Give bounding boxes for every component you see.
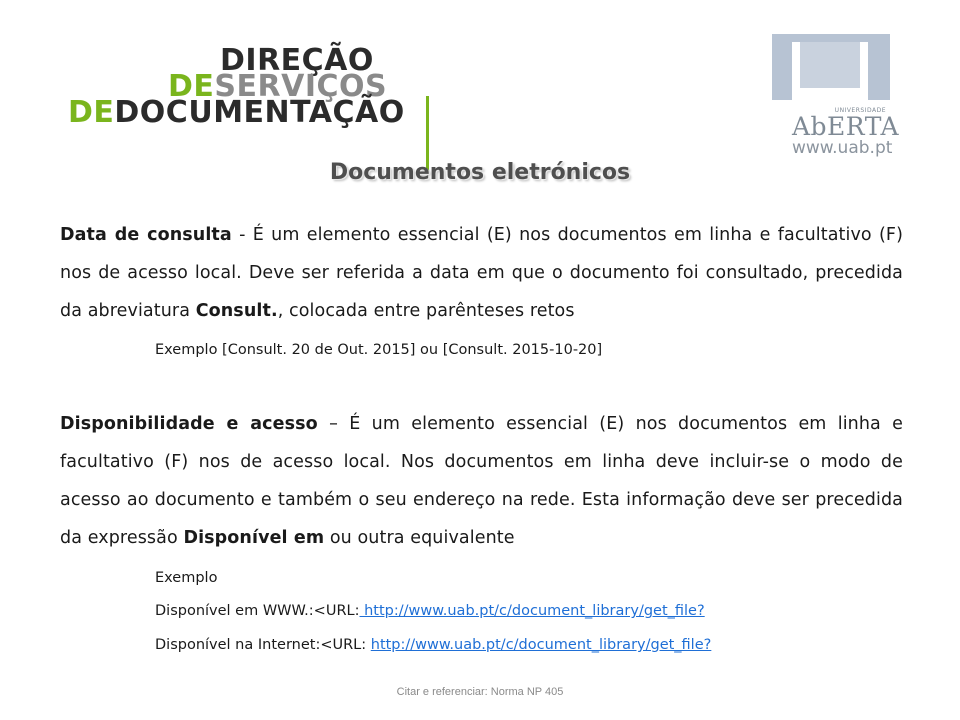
logo-line-2: DESERVIÇOS — [168, 69, 388, 104]
expr-disponivel-em: Disponível em — [183, 528, 325, 548]
example-consulta: Exemplo [Consult. 20 de Out. 2015] ou [Consult. 2015-10-20] — [155, 342, 603, 358]
uab-logo-name: AbERTA — [792, 112, 900, 141]
logo-line-3: DEDOCUMENTAÇÃO — [68, 95, 405, 130]
example-label: Exemplo — [155, 570, 218, 586]
abbrev-consult: Consult. — [195, 301, 278, 321]
paragraph-disponibilidade: Disponibilidade e acesso – É um elemento essencial (E) nos documentos em linha e facultativo (F) nos de acesso local. Nos documentos em linha deve incluir-se o modo de acesso ao documento e também o seu endereço na rede. Esta informação deve ser precedida da expressão Disponível em ou outra equivalente — [60, 414, 904, 548]
logo-line-1: DIREÇÃO — [220, 43, 374, 78]
term-data-consulta: Data de consulta — [60, 225, 232, 245]
uab-link-1[interactable]: http://www.uab.pt/c/document_library/get_file? — [359, 603, 705, 619]
uab-logo-subtitle: UNIVERSIDADE — [834, 107, 886, 114]
footer-citation: Citar e referenciar: Norma NP 405 — [396, 686, 564, 698]
dsd-logo — [68, 43, 405, 130]
paragraph-data-consulta: Data de consulta - É um elemento essencial (E) nos documentos em linha e facultativo (F) nos de acesso local. Deve ser referida a data em que o documento foi consultado, precedida da abreviatura Consult., colocada entre parênteses retos — [60, 225, 903, 321]
example-internet: Disponível na Internet:<URL: http://www.uab.pt/c/document_library/get_file? — [155, 637, 712, 653]
uab-logo-url: www.uab.pt — [792, 138, 893, 158]
uab-logo — [772, 34, 900, 159]
example-www: Disponível em WWW.:<URL: http://www.uab.pt/c/document_library/get_file? — [155, 603, 705, 619]
term-disponibilidade: Disponibilidade e acesso — [60, 414, 318, 434]
page-title: Documentos eletrónicos — [329, 160, 631, 185]
uab-link-2[interactable]: http://www.uab.pt/c/document_library/get_file? — [370, 637, 712, 653]
